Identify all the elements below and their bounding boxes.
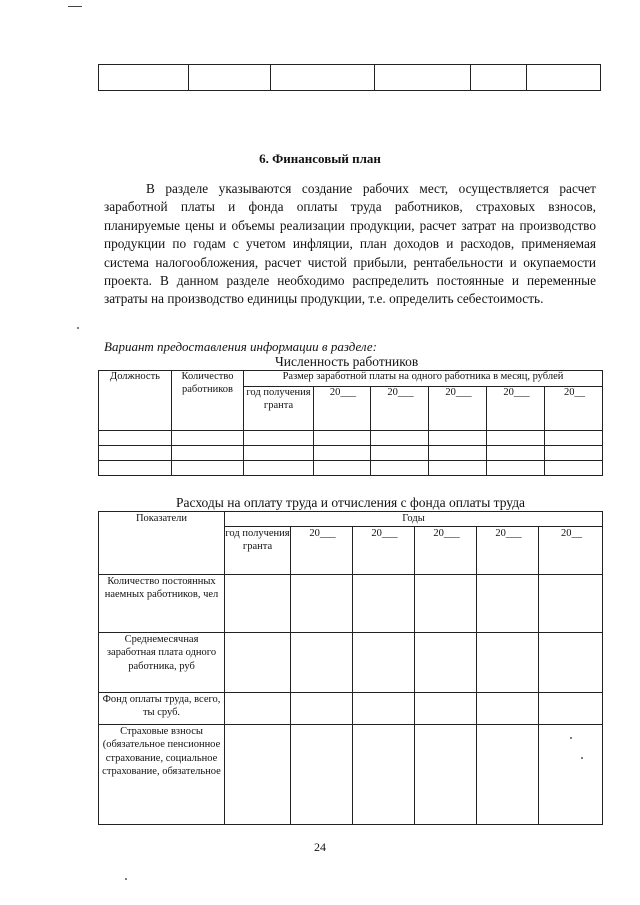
header-grant-year: год получения гранта [225,526,291,574]
staff-table-caption: Численность работников [275,354,419,369]
table-row [99,461,603,476]
header-indicators: Показатели [99,512,225,575]
row-label: Фонд оплаты труда, всего, ты сруб. [99,692,225,724]
header-year: 20___ [353,526,415,574]
section-paragraph: В разделе указываются создание рабочих мест, осуществляется расчет заработной платы и фонда оплаты труда работников, страховых взносов, планируемые цены и объемы реализации продукции, расчет затрат на производство продукции по годам с учетом инфляции, план доходов и расходов, применяемая система налогообложения, расчет чистой прибыли, рентабельности и окупаемости проекта. В данном разделе необходимо распределить постоянные и переменные затраты на производство единицы продукции, т.е. определить себестоимость. [104,181,596,307]
header-year: 20__ [539,526,603,574]
scan-speck [77,327,79,329]
table-cell [375,65,471,91]
header-year: 20___ [429,387,487,431]
table-cell [271,65,375,91]
header-year: 20___ [291,526,353,574]
table-cell [189,65,271,91]
page-number: 24 [314,840,326,854]
header-years: Годы [225,512,603,527]
scan-speck [125,878,127,880]
table-row [99,724,603,824]
pay-table [98,511,603,825]
table-row [99,692,603,724]
header-year: 20___ [415,526,477,574]
header-salary: Размер заработной платы на одного работника в месяц, рублей [244,371,603,387]
table-row [99,574,603,632]
header-year: 20___ [371,387,429,431]
table-row [99,632,603,692]
table-cell [99,65,189,91]
header-year: 20__ [545,387,603,431]
table-cell [527,65,601,91]
section-heading: 6. Финансовый план [259,151,381,166]
row-label: Среднемесячная заработная плата одного работника, руб [99,632,225,692]
variant-label: Вариант предоставления информации в разделе: [104,339,377,354]
header-count: Количество работников [172,371,244,431]
header-year: 20___ [487,387,545,431]
pay-table-caption: Расходы на оплату труда и отчисления с фонда оплаты труда [176,495,526,510]
scan-mark [68,6,82,7]
row-label: Страховые взносы (обязательное пенсионное страхование, социальное страхование, обязательное [99,724,225,824]
previous-table-end [98,64,601,91]
table-cell [471,65,527,91]
table-row [99,431,603,446]
row-label: Количество постоянных наемных работников, чел [99,574,225,632]
table-row [99,446,603,461]
header-position: Должность [99,371,172,431]
header-year: 20___ [477,526,539,574]
staff-table [98,370,603,476]
header-grant-year: год получения гранта [244,387,314,431]
header-year: 20___ [314,387,371,431]
